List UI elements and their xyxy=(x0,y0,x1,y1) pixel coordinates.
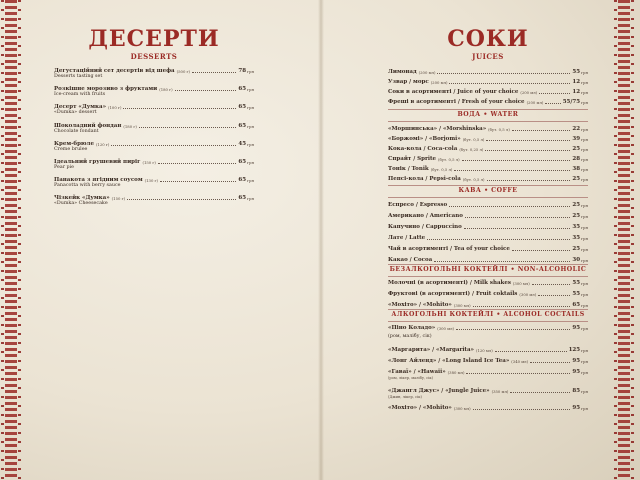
leader-dots xyxy=(487,180,571,181)
item-currency: грн xyxy=(581,236,588,241)
item-price: 12 xyxy=(572,89,581,95)
item-volume: (380 мл) xyxy=(447,370,465,375)
item-volume: (130 г) xyxy=(144,178,159,183)
item-volume: (500 г) xyxy=(176,69,191,74)
item-volume: (300 мл) xyxy=(512,281,530,286)
leader-dots xyxy=(510,392,570,393)
item-price: 25 xyxy=(572,213,581,219)
item-price: 65 xyxy=(238,104,247,110)
item-name: «Гаваї» / «Hawaii» xyxy=(388,369,446,375)
item-currency: грн xyxy=(581,203,588,208)
leader-dots xyxy=(456,329,570,330)
item-name: «Лонг Айленд» / «Long Island Ice Tea» xyxy=(388,358,510,364)
menu-item xyxy=(388,277,588,286)
item-price: 95 xyxy=(572,358,581,364)
leader-dots xyxy=(462,160,571,161)
item-english: Chocolate fondant xyxy=(54,129,99,134)
leader-dots xyxy=(464,228,571,229)
item-name: Десерт «Думка» xyxy=(54,104,107,110)
item-price: 39 xyxy=(572,136,581,142)
item-volume: (300 мл) xyxy=(453,303,471,308)
item-currency: грн xyxy=(581,214,588,219)
menu-item xyxy=(388,86,588,95)
item-name: «Джангл Джус» / «Jungle Juice» xyxy=(388,388,490,394)
item-english: Desserts tasting set xyxy=(54,74,103,79)
item-name: Узвар / морс xyxy=(388,79,429,85)
item-volume: (300 мл) xyxy=(519,292,537,297)
section-title-coffee: КАВА • COFFE xyxy=(388,187,588,197)
leader-dots xyxy=(473,306,571,307)
leader-dots xyxy=(139,127,237,128)
item-currency: грн xyxy=(581,127,588,132)
item-volume: (300 мл) xyxy=(453,406,471,411)
item-name: Молочні (в асортименті) / Milk shakes xyxy=(388,280,511,286)
item-price: 65 xyxy=(238,177,247,183)
page-fold xyxy=(318,0,324,480)
item-currency: грн xyxy=(247,142,254,147)
item-currency: грн xyxy=(581,137,588,142)
menu-item xyxy=(54,156,254,165)
item-volume: (150 г) xyxy=(142,160,156,165)
item-currency: грн xyxy=(247,87,254,92)
item-name: Ідеальний грушевий пиріг xyxy=(54,159,141,165)
item-currency: грн xyxy=(581,389,588,394)
menu-item xyxy=(388,288,588,297)
leader-dots xyxy=(466,373,570,374)
page-subtitle: JUICES xyxy=(472,52,504,61)
item-price: 95 xyxy=(572,325,581,331)
item-price: 85 xyxy=(572,388,581,394)
item-volume: (бут. 0,5 л) xyxy=(430,167,453,172)
item-name: «Піно Коладо» xyxy=(388,325,436,331)
item-volume: (бут. 0,5 л) xyxy=(488,127,510,132)
item-name: Чай в асортименті / Tea of your choice xyxy=(388,246,510,252)
item-price: 35 xyxy=(572,235,581,241)
item-name: Американо / Americano xyxy=(388,213,463,219)
item-english: Panacotta with berry sauce xyxy=(54,183,121,188)
item-currency: грн xyxy=(581,258,588,263)
item-currency: грн xyxy=(581,281,588,286)
item-currency: грн xyxy=(247,69,254,74)
menu-item xyxy=(54,138,254,147)
leader-dots xyxy=(512,130,571,131)
leader-dots xyxy=(539,93,570,94)
item-volume: (бут. 0,5 л) xyxy=(437,157,460,162)
item-price: 65 xyxy=(238,159,247,165)
item-name: Панакота з ягідним соусом xyxy=(54,177,143,183)
item-name: Дегустаційний сет десертів від шефа xyxy=(54,68,175,74)
leader-dots xyxy=(160,181,236,182)
leader-dots xyxy=(512,250,571,251)
item-volume: (300 мл) xyxy=(437,326,455,331)
item-name: Фреші в асортименті / Fresh of your choice xyxy=(388,99,525,105)
item-name: «Моршинська» / «Morshinska» xyxy=(388,126,487,132)
item-currency: грн xyxy=(581,359,588,364)
item-volume: (180 г) xyxy=(159,87,173,92)
leader-dots xyxy=(175,90,237,91)
item-currency: грн xyxy=(581,147,588,152)
menu-item xyxy=(388,210,588,219)
item-currency: грн xyxy=(247,124,254,129)
item-volume: (бут. 0,5 л) xyxy=(462,177,485,182)
leader-dots xyxy=(495,351,567,352)
item-currency: грн xyxy=(247,196,254,201)
item-price: 45 xyxy=(238,141,247,147)
item-english: Ice-cream with fruits xyxy=(54,92,106,97)
menu-item xyxy=(388,232,588,241)
item-currency: грн xyxy=(581,247,588,252)
item-price: 78 xyxy=(238,68,247,74)
leader-dots xyxy=(538,295,570,296)
item-price: 25 xyxy=(572,246,581,252)
leader-dots xyxy=(454,170,570,171)
item-volume: (150 г) xyxy=(111,196,126,201)
leader-dots xyxy=(437,73,570,74)
menu-item xyxy=(388,254,588,263)
section-title-alcohol: АЛКОГОЛЬНІ КОКТЕЙЛІ • ALCOHOL COCTAILS xyxy=(388,311,588,321)
menu-item xyxy=(388,243,588,252)
page-title: ДЕСЕРТИ xyxy=(88,26,220,52)
menu-item xyxy=(388,96,588,105)
item-volume: (100 г) xyxy=(108,105,122,110)
item-price: 95 xyxy=(572,369,581,375)
menu-item xyxy=(388,66,588,75)
section-title-non-alcoholic: БЕЗАЛКОГОЛЬНІ КОКТЕЙЛІ • NON-ALCOHOLIC xyxy=(388,266,588,276)
menu-item xyxy=(388,344,588,353)
item-price: 65 xyxy=(238,86,247,92)
item-price: 55 xyxy=(572,280,581,286)
menu-item xyxy=(54,174,254,183)
item-currency: грн xyxy=(581,90,588,95)
item-price: 25 xyxy=(572,176,581,182)
menu-item xyxy=(388,76,588,85)
item-name: Какао / Cocoa xyxy=(388,257,433,263)
item-currency: грн xyxy=(247,105,254,110)
right-ornament-border xyxy=(618,0,630,480)
item-currency: грн xyxy=(581,303,588,308)
item-currency: грн xyxy=(581,406,588,411)
menu-item xyxy=(388,133,588,142)
menu-item xyxy=(388,385,588,394)
menu-item xyxy=(388,299,588,308)
item-english: «Dumka» dessert xyxy=(54,110,97,115)
item-volume: (200 мл) xyxy=(526,100,544,105)
item-name: Спрайт / Sprite xyxy=(388,156,436,162)
menu-item xyxy=(388,199,588,208)
item-price: 12 xyxy=(572,79,581,85)
item-volume: (120 мл) xyxy=(475,348,493,353)
menu-item xyxy=(54,83,254,92)
item-english: «Dumka» Cheesecake xyxy=(54,201,108,206)
item-price: 35 xyxy=(572,224,581,230)
leader-dots xyxy=(192,72,236,73)
leader-dots xyxy=(486,140,570,141)
item-price: 95 xyxy=(572,405,581,411)
leader-dots xyxy=(485,150,570,151)
item-ingredients: (ром, малібу, сік) xyxy=(388,334,432,339)
menu-item xyxy=(388,355,588,364)
item-volume: (200 мл) xyxy=(520,90,538,95)
item-name: Тонік / Tonik xyxy=(388,166,429,172)
item-price: 22 xyxy=(572,126,581,132)
item-currency: грн xyxy=(247,178,254,183)
item-name: «Боржомі» / «Borjomi» xyxy=(388,136,461,142)
item-name: Соки в асортименті / Juice of your choice xyxy=(388,89,519,95)
item-name: Лате / Latte xyxy=(388,235,426,241)
menu-item xyxy=(388,322,588,331)
leader-dots xyxy=(111,145,236,146)
item-name: Фруктові (в асортименті) / Fruit coktails xyxy=(388,291,518,297)
item-currency: грн xyxy=(581,326,588,331)
item-volume: (бут. 0,25 л) xyxy=(459,147,484,152)
menu-item xyxy=(388,143,588,152)
menu-item xyxy=(54,120,254,129)
section-title-water: ВОДА • WATER xyxy=(388,111,588,121)
item-ingredients: (Джин, лікер, сік) xyxy=(388,395,422,399)
item-english: Creme brulee xyxy=(54,147,88,152)
item-volume: (200 мл) xyxy=(418,70,436,75)
menu-item xyxy=(54,65,254,74)
item-name: «Мохіто» / «Mohito» xyxy=(388,405,452,411)
item-name: Еспресо / Espresso xyxy=(388,202,448,208)
leader-dots xyxy=(123,108,236,109)
item-price: 25 xyxy=(572,202,581,208)
leader-dots xyxy=(449,206,570,207)
item-price: 55 xyxy=(572,69,581,75)
leader-dots xyxy=(532,284,571,285)
item-currency: грн xyxy=(581,167,588,172)
item-name: Капучино / Cappuccino xyxy=(388,224,462,230)
item-price: 28 xyxy=(572,156,581,162)
item-name: Пепсі-кола / Pepsi-cola xyxy=(388,176,461,182)
leader-dots xyxy=(127,199,236,200)
menu-item xyxy=(388,153,588,162)
item-name: «Маргарита» / «Margarita» xyxy=(388,347,474,353)
item-currency: грн xyxy=(581,225,588,230)
leader-dots xyxy=(427,239,570,240)
item-name: Крем-брюле xyxy=(54,141,94,147)
item-currency: грн xyxy=(581,177,588,182)
item-price: 25 xyxy=(572,146,581,152)
menu-item xyxy=(388,366,588,375)
leader-dots xyxy=(158,163,237,164)
item-price: 125 xyxy=(568,347,581,353)
page-subtitle: DESSERTS xyxy=(130,52,178,61)
menu-item xyxy=(388,123,588,132)
item-price: 65 xyxy=(238,123,247,129)
menu-item xyxy=(388,173,588,182)
item-price: 65 xyxy=(238,195,247,201)
menu-item xyxy=(54,101,254,110)
menu-item xyxy=(388,221,588,230)
page-title: СОКИ xyxy=(447,26,529,52)
item-volume: (340 мл) xyxy=(511,359,529,364)
leader-dots xyxy=(434,261,570,262)
item-currency: грн xyxy=(581,370,588,375)
item-price: 38 xyxy=(572,166,581,172)
leader-dots xyxy=(530,362,570,363)
item-volume: (180 г) xyxy=(123,124,137,129)
item-currency: грн xyxy=(581,70,588,75)
item-price: 30 xyxy=(572,257,581,263)
item-volume: (120 г) xyxy=(95,142,110,147)
item-currency: грн xyxy=(581,100,588,105)
item-name: Шоколадний фондан xyxy=(54,123,122,129)
item-volume: (200 мл) xyxy=(430,80,448,85)
item-volume: (350 мл) xyxy=(491,389,509,394)
item-volume: (бут. 0,5 л) xyxy=(462,137,485,142)
item-price: 65 xyxy=(572,302,581,308)
item-english: Pear pie xyxy=(54,165,74,170)
item-ingredients: (ром, лікер, малібу, сік) xyxy=(388,376,434,380)
menu-item xyxy=(54,192,254,201)
leader-dots xyxy=(473,409,571,410)
item-name: Розкішне морозиво з фруктами xyxy=(54,86,158,92)
item-currency: грн xyxy=(581,157,588,162)
item-currency: грн xyxy=(581,348,588,353)
left-ornament-border xyxy=(5,0,17,480)
item-name: Кока-кола / Coca-cola xyxy=(388,146,458,152)
item-price: 55/75 xyxy=(562,99,581,105)
menu-item xyxy=(388,163,588,172)
item-name: Чізкейк «Думка» xyxy=(54,195,110,201)
leader-dots xyxy=(449,83,570,84)
item-currency: грн xyxy=(581,292,588,297)
leader-dots xyxy=(545,103,560,104)
leader-dots xyxy=(465,217,570,218)
menu-item xyxy=(388,402,588,411)
item-currency: грн xyxy=(581,80,588,85)
item-currency: грн xyxy=(247,160,254,165)
item-price: 55 xyxy=(572,291,581,297)
item-name: «Мохіто» / «Mohito» xyxy=(388,302,452,308)
item-name: Лимонад xyxy=(388,69,417,75)
